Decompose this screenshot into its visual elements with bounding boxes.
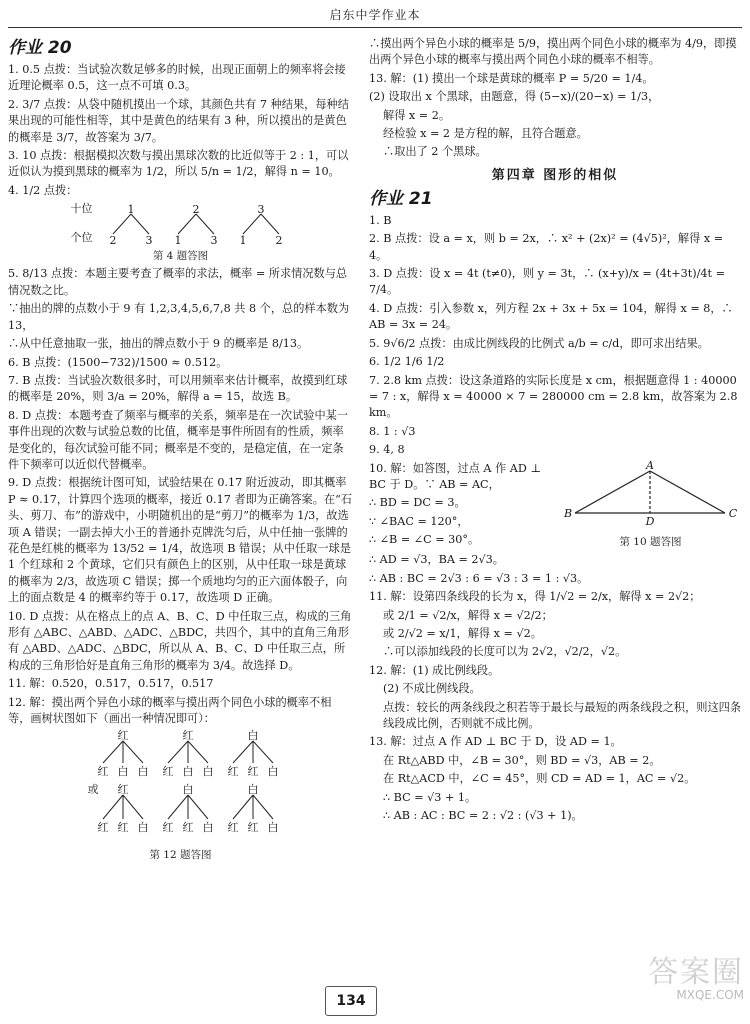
tree-node: 1 xyxy=(127,203,134,216)
fig10-caption: 第 10 题答图 xyxy=(619,535,682,548)
vertex-label: A xyxy=(646,460,654,472)
right-column xyxy=(369,36,741,826)
answer-line: 3. 10 点拨：根据模拟次数与摸出黑球次数的比近似等于 2 : 1，可以近似认为摸到黑球的概率为 1/2，所以 5/n = 1/2，解得 n = 10。 xyxy=(8,149,349,179)
tree-node: 红 xyxy=(247,821,259,835)
page-number: 134 xyxy=(325,986,377,1016)
answer-line: ∴ AB : BC = 2√3 : 6 = √3 : 3 = 1 : √3。 xyxy=(369,571,589,585)
answer-line: 1. B xyxy=(369,213,392,227)
answer-line: 6. B 点拨：(1500−732)/1500 ≈ 0.512。 xyxy=(8,355,228,369)
answer-line: 9. 4, 8 xyxy=(369,443,405,457)
answer-line: ∴摸出两个异色小球的概率是 5/9，摸出两个同色小球的概率为 4/9，即摸出两个异色小球的概率与摸出两个同色小球的概率不相等。 xyxy=(369,37,737,67)
tree-node: 红 xyxy=(97,765,109,779)
tree-node: 白 xyxy=(267,821,279,835)
answer-line: ∵抽出的牌的点数小于 9 有 1,2,3,4,5,6,7,8 共 8 个，总的样本数为 13， xyxy=(8,302,350,332)
vertex-label: B xyxy=(563,506,573,520)
fig10-triangle xyxy=(563,461,738,529)
vertex-label: D xyxy=(645,514,655,528)
fig12-tree xyxy=(8,729,353,846)
vertex-label: C xyxy=(728,506,738,520)
fig4-tree xyxy=(8,201,353,246)
answer-line: 7. 2.8 km 点拨：设这条道路的实际长度是 x cm，根据题意得 1 : 40000 = 7 : x，解得 x = 40000 × 7 = 280000 cm = 2.8 km，故答案为 2.8 km。 xyxy=(369,373,738,420)
answer-line: 4. D 点拨：引入参数 x，列方程 2x + 3x + 5x = 104，解得 x = 8，∴ AB = 3x = 24。 xyxy=(369,301,733,332)
answer-line: 1. 0.5 点拨：当试验次数足够多的时候，出现正面朝上的频率将会接近理论概率 0.5，这一点不可填 0.3。 xyxy=(8,63,346,93)
answer-line: ∴ AD = √3，BA = 2√3。 xyxy=(369,553,504,567)
tree-node: 1 xyxy=(239,233,246,244)
tree-node: 红 xyxy=(162,765,174,779)
answer-line: ∴ AB : AC : BC = 2 : √2 : (√3 + 1)。 xyxy=(383,809,583,823)
left-column xyxy=(8,36,353,865)
section-title-21: 作业 21 xyxy=(369,188,433,209)
chapter-title: 第四章 图形的相似 xyxy=(491,167,619,183)
tree-node: 白 xyxy=(182,765,194,779)
answer-line: ∴ BD = DC = 3。 xyxy=(369,496,466,510)
tree-node: 红 xyxy=(182,729,194,743)
tree-node: 2 xyxy=(192,203,199,216)
tree-node: 红 xyxy=(117,729,129,743)
answer-line: ∴ ∠B = ∠C = 30°。 xyxy=(369,533,480,547)
fig12-caption: 第 12 题答图 xyxy=(149,848,212,861)
page-header: 启东中学作业本 xyxy=(329,8,421,22)
answer-line: ∴从中任意抽取一张，抽出的牌点数小于 9 的概率是 8/13。 xyxy=(8,337,309,351)
answer-line: 解得 x = 2。 xyxy=(383,108,451,122)
answer-line: 12. 解：(1) 成比例线段。 xyxy=(369,663,500,677)
answer-line: 11. 解：0.520，0.517，0.517，0.517 xyxy=(8,677,214,691)
tree-node: 白 xyxy=(182,783,194,797)
answer-line: 5. 9√6/2 点拨：由成比例线段的比例式 a/b = c/d，即可求出结果。 xyxy=(369,336,709,350)
fig12-tree-diagram xyxy=(8,729,353,841)
answer-line: 在 Rt△ACD 中，∠C = 45°，则 CD = AD = 1，AC = √2。 xyxy=(383,772,696,786)
tree-node: 红 xyxy=(182,821,194,835)
fig4-caption: 第 4 题答图 xyxy=(152,250,209,263)
tree-node: 白 xyxy=(247,729,259,743)
answer-line: 2. 3/7 点拨：从袋中随机摸出一个球，其颜色共有 7 种结果，每种结果出现的可能性相等，其中是黄色的结果有 3 种，所以摸出的是黄色的概率是 3/7，故答案为 3/7。 xyxy=(8,97,349,144)
tree-node: 红 xyxy=(227,765,239,779)
answer-line: 8. D 点拨：本题考查了频率与概率的关系，频率是在一次试验中某一事件出现的次数与试验总数的比值，概率是事件所固有的性质，频率是变化的，每次试验可能不同；概率是不变的，是稳定值，在一定条件下频率可以近似代替概率。 xyxy=(8,408,349,471)
tree-node: 红 xyxy=(117,821,129,835)
tree-node: 3 xyxy=(210,233,217,244)
answer-line: (2) 设取出 x 个黑球，由题意，得 (5−x)/(20−x) = 1/3， xyxy=(369,90,660,104)
tree-node: 白 xyxy=(247,783,259,797)
answer-line: 经检验 x = 2 是方程的解，且符合题意。 xyxy=(383,127,588,141)
answer-line: 8. 1 : √3 xyxy=(369,424,416,438)
answer-line: 2. B 点拨：设 a = x，则 b = 2x，∴ x² + (2x)² = (4√5)²，解得 x = 4。 xyxy=(369,232,724,262)
answer-line: 6. 1/2 1/6 1/2 xyxy=(369,355,445,369)
tree-row-label: 个位 xyxy=(70,230,93,244)
tree-node: 1 xyxy=(174,233,181,244)
tree-node: 白 xyxy=(137,821,149,835)
tree-node: 红 xyxy=(97,821,109,835)
answer-line: ∵ ∠BAC = 120°， xyxy=(369,514,469,528)
section-title-20: 作业 20 xyxy=(8,38,72,58)
answer-line: 7. B 点拨：当试验次数很多时，可以用频率来估计概率，故摸到红球的概率是 20%，则 3/a = 20%，解得 a = 15，故选 B。 xyxy=(8,373,348,404)
answer-line: 4. 1/2 点拨： xyxy=(8,183,78,197)
answer-line: 点拨：较长的两条线段之积若等于最长与最短的两条线段之积，则这四条线段成比例，否则就不成比例。 xyxy=(383,700,742,730)
tree-node: 红 xyxy=(227,821,239,835)
answer-line: (2) 不成比例线段。 xyxy=(383,682,481,696)
or-label: 或 xyxy=(87,783,99,797)
tree-node: 白 xyxy=(117,765,129,779)
answer-line: ∴ BC = √3 + 1。 xyxy=(383,790,477,804)
answer-line: 10. D 点拨：从在格点上的点 A、B、C、D 中任取三点，构成的三角形有 △ABC、△ABD、△ADC、△BDC，共四个，其中的直角三角形有 △ABD、△ADC、△BDC，所以从 A、B、C、D 中任取三点，所构成的三角形恰好是直角三角形的概率为 3/4。故选择 D。 xyxy=(8,609,352,672)
tree-node: 白 xyxy=(137,765,149,779)
tree-node: 白 xyxy=(202,821,214,835)
answer-line: ∴取出了 2 个黑球。 xyxy=(383,145,487,159)
answer-line: 或 2/√2 = x/1，解得 x = √2。 xyxy=(383,626,542,640)
header-divider xyxy=(8,27,742,28)
tree-node: 红 xyxy=(162,821,174,835)
answer-line: 10. 解：如答图，过点 A 作 AD ⊥ BC 于 D。∵ AB = AC， xyxy=(369,461,541,491)
tree-node: 2 xyxy=(275,233,282,244)
answer-line: ∴可以添加线段的长度可以为 2√2，√2/2，√2。 xyxy=(383,645,627,659)
answer-line: 11. 解：设第四条线段的长为 x，得 1/√2 = 2/x，解得 x = 2√2； xyxy=(369,590,701,604)
answer-line: 12. 解：摸出两个异色小球的概率与摸出两个同色小球的概率不相等，画树状图如下（画出一种情况即可）： xyxy=(8,695,332,726)
watermark-url: MXQE.COM xyxy=(676,988,744,1002)
answer-line: 在 Rt△ABD 中，∠B = 30°，则 BD = √3，AB = 2。 xyxy=(383,753,661,767)
tree-node: 白 xyxy=(202,765,214,779)
answer-line: 或 2/1 = √2/x，解得 x = √2/2； xyxy=(383,608,553,622)
tree-node: 红 xyxy=(247,765,259,779)
answer-line: 5. 8/13 点拨：本题主要考查了概率的求法，概率 = 所求情况数与总情况数之比。 xyxy=(8,267,348,297)
answer-line: 3. D 点拨：设 x = 4t (t≠0)，则 y = 3t，∴ (x+y)/x = (4t+3t)/4t = 7/4。 xyxy=(369,267,725,297)
answer-line: 13. 解：过点 A 作 AD ⊥ BC 于 D，设 AD = 1。 xyxy=(369,735,622,749)
answer-line: 9. D 点拨：根据统计图可知，试验结果在 0.17 附近波动，即其概率 P ≈ 0.17，计算四个选项的概率，接近 0.17 者即为正确答案。在“石头、剪刀、布”的游戏中，小明随机出的是“剪刀”的概率为 1/3，故选项 A 错误；一副去掉大小王的普通扑克牌洗匀后，从中任抽一张牌的花色是红桃的概率为 13/52 = 1/4，故选项 B 错误；从中任取一球是 1 个红球和 2 个黄球，它们只有颜色上的区别，从中任取一球是黄球的概率为 2/3，故选项 C 错误；掷一个质地均匀的正六面体骰子，向上的面点数是 4 的概率约等于 0.17，故选项 D 正确。 xyxy=(8,476,352,605)
fig4-tree-diagram xyxy=(101,204,291,244)
answer-line: 13. 解：(1) 摸出一个球是黄球的概率 P = 5/20 = 1/4。 xyxy=(369,71,654,85)
watermark-text: 答案圈 xyxy=(648,955,744,990)
tree-node: 3 xyxy=(257,203,264,216)
tree-row-label: 十位 xyxy=(70,202,93,216)
q10-block xyxy=(369,461,741,553)
tree-node: 白 xyxy=(267,765,279,779)
watermark-logo xyxy=(648,955,744,1002)
tree-node: 3 xyxy=(145,233,152,244)
tree-node: 2 xyxy=(109,233,116,244)
tree-node: 红 xyxy=(117,783,129,797)
